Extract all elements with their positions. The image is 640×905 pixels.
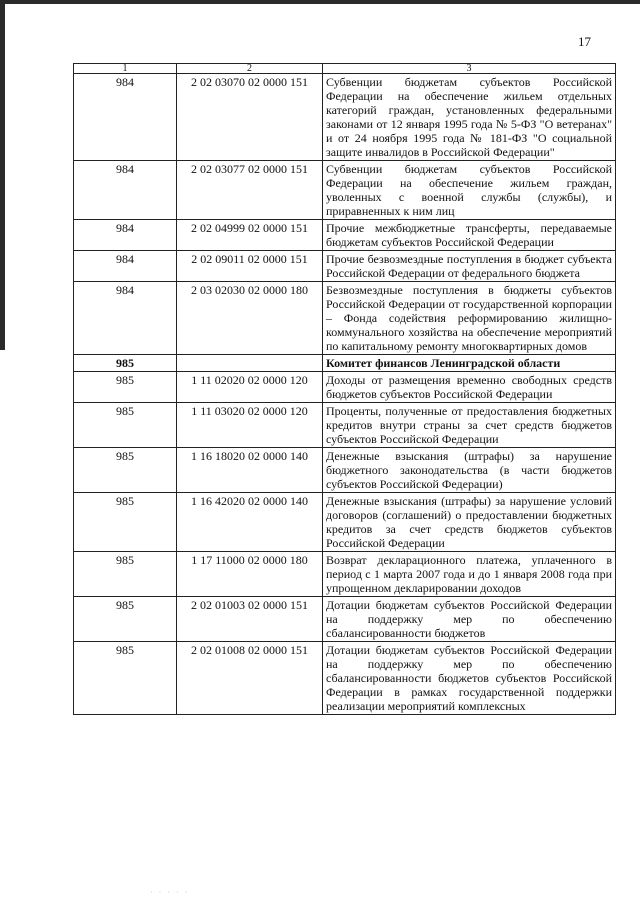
table-row [74, 282, 616, 355]
budget-code-cell: 1 11 02020 02 0000 120 [177, 372, 323, 403]
revenue-name-cell: Дотации бюджетам субъектов Российской Федерации на поддержку мер по обеспечению сбалансированности бюджетов [323, 597, 616, 642]
revenue-codes-table [73, 63, 616, 715]
admin-code-cell: 985 [74, 493, 177, 552]
table-row [74, 161, 616, 220]
revenue-name-cell: Субвенции бюджетам субъектов Российской Федерации на обеспечение жильем граждан, уволенных с военной службы (службы), и приравненных к ним лиц [323, 161, 616, 220]
revenue-name-cell: Денежные взыскания (штрафы) за нарушение условий договоров (соглашений) о предоставлении бюджетных кредитов за счет средств бюджетов субъектов Российской Федерации [323, 493, 616, 552]
table-row [74, 372, 616, 403]
revenue-name-cell: Прочие безвозмездные поступления в бюджет субъекта Российской Федерации от федерального бюджета [323, 251, 616, 282]
column-header: 3 [323, 64, 616, 74]
column-header: 2 [177, 64, 323, 74]
table-row [74, 642, 616, 715]
budget-code-cell: 2 02 09011 02 0000 151 [177, 251, 323, 282]
admin-code-cell: 985 [74, 355, 177, 372]
scan-noise: · · · · · [150, 888, 190, 897]
table-row [74, 597, 616, 642]
table-header-row [74, 64, 616, 74]
admin-code-cell: 984 [74, 220, 177, 251]
budget-code-cell: 2 02 01003 02 0000 151 [177, 597, 323, 642]
budget-code-cell: 2 03 02030 02 0000 180 [177, 282, 323, 355]
revenue-name-cell: Доходы от размещения временно свободных средств бюджетов субъектов Российской Федерации [323, 372, 616, 403]
revenue-name-cell: Безвозмездные поступления в бюджеты субъектов Российской Федерации от государственной корпорации – Фонда содействия реформированию жилищно-коммунального хозяйства на обеспечение мероприятий по капитальному ремонту многоквартирных домов [323, 282, 616, 355]
table-row [74, 251, 616, 282]
revenue-name-cell: Прочие межбюджетные трансферты, передаваемые бюджетам субъектов Российской Федерации [323, 220, 616, 251]
budget-code-cell: 2 02 04999 02 0000 151 [177, 220, 323, 251]
scan-edge-top [0, 0, 640, 4]
admin-code-cell: 985 [74, 642, 177, 715]
admin-code-cell: 984 [74, 74, 177, 161]
admin-code-cell: 985 [74, 403, 177, 448]
budget-code-cell: 1 11 03020 02 0000 120 [177, 403, 323, 448]
admin-code-cell: 984 [74, 251, 177, 282]
revenue-name-cell: Комитет финансов Ленинградской области [323, 355, 616, 372]
admin-code-cell: 985 [74, 597, 177, 642]
revenue-name-cell: Субвенции бюджетам субъектов Российской Федерации на обеспечение жильем отдельных категорий граждан, установленных федеральными законами от 12 января 1995 года № 5-ФЗ "О ветеранах" и от 24 ноября 1995 года № 181-ФЗ "О социальной защите инвалидов в Российской Федерации" [323, 74, 616, 161]
revenue-name-cell: Дотации бюджетам субъектов Российской Федерации на поддержку мер по обеспечению сбалансированности бюджетов субъектов Российской Федерации в рамках государственной поддержки реализации мероприятий комплексных [323, 642, 616, 715]
budget-code-cell: 1 17 11000 02 0000 180 [177, 552, 323, 597]
admin-code-cell: 985 [74, 372, 177, 403]
admin-code-cell: 984 [74, 161, 177, 220]
admin-code-cell: 984 [74, 282, 177, 355]
budget-code-cell: 2 02 01008 02 0000 151 [177, 642, 323, 715]
table-row [74, 448, 616, 493]
page-number: 17 [578, 34, 591, 49]
revenue-name-cell: Возврат декларационного платежа, уплаченного в период с 1 марта 2007 года и до 1 января 2008 года при упрощенном декларировании доходов [323, 552, 616, 597]
budget-code-cell: 2 02 03070 02 0000 151 [177, 74, 323, 161]
budget-code-cell: 2 02 03077 02 0000 151 [177, 161, 323, 220]
table-row [74, 74, 616, 161]
scan-edge-left [0, 0, 5, 350]
column-header: 1 [74, 64, 177, 74]
table-row [74, 220, 616, 251]
budget-code-cell [177, 355, 323, 372]
table-row [74, 355, 616, 372]
budget-code-cell: 1 16 18020 02 0000 140 [177, 448, 323, 493]
admin-code-cell: 985 [74, 552, 177, 597]
table-row [74, 403, 616, 448]
budget-code-cell: 1 16 42020 02 0000 140 [177, 493, 323, 552]
revenue-name-cell: Проценты, полученные от предоставления бюджетных кредитов внутри страны за счет средств бюджетов субъектов Российской Федерации [323, 403, 616, 448]
admin-code-cell: 985 [74, 448, 177, 493]
table-row [74, 552, 616, 597]
table-row [74, 493, 616, 552]
revenue-name-cell: Денежные взыскания (штрафы) за нарушение бюджетного законодательства (в части бюджетов субъектов Российской Федерации) [323, 448, 616, 493]
